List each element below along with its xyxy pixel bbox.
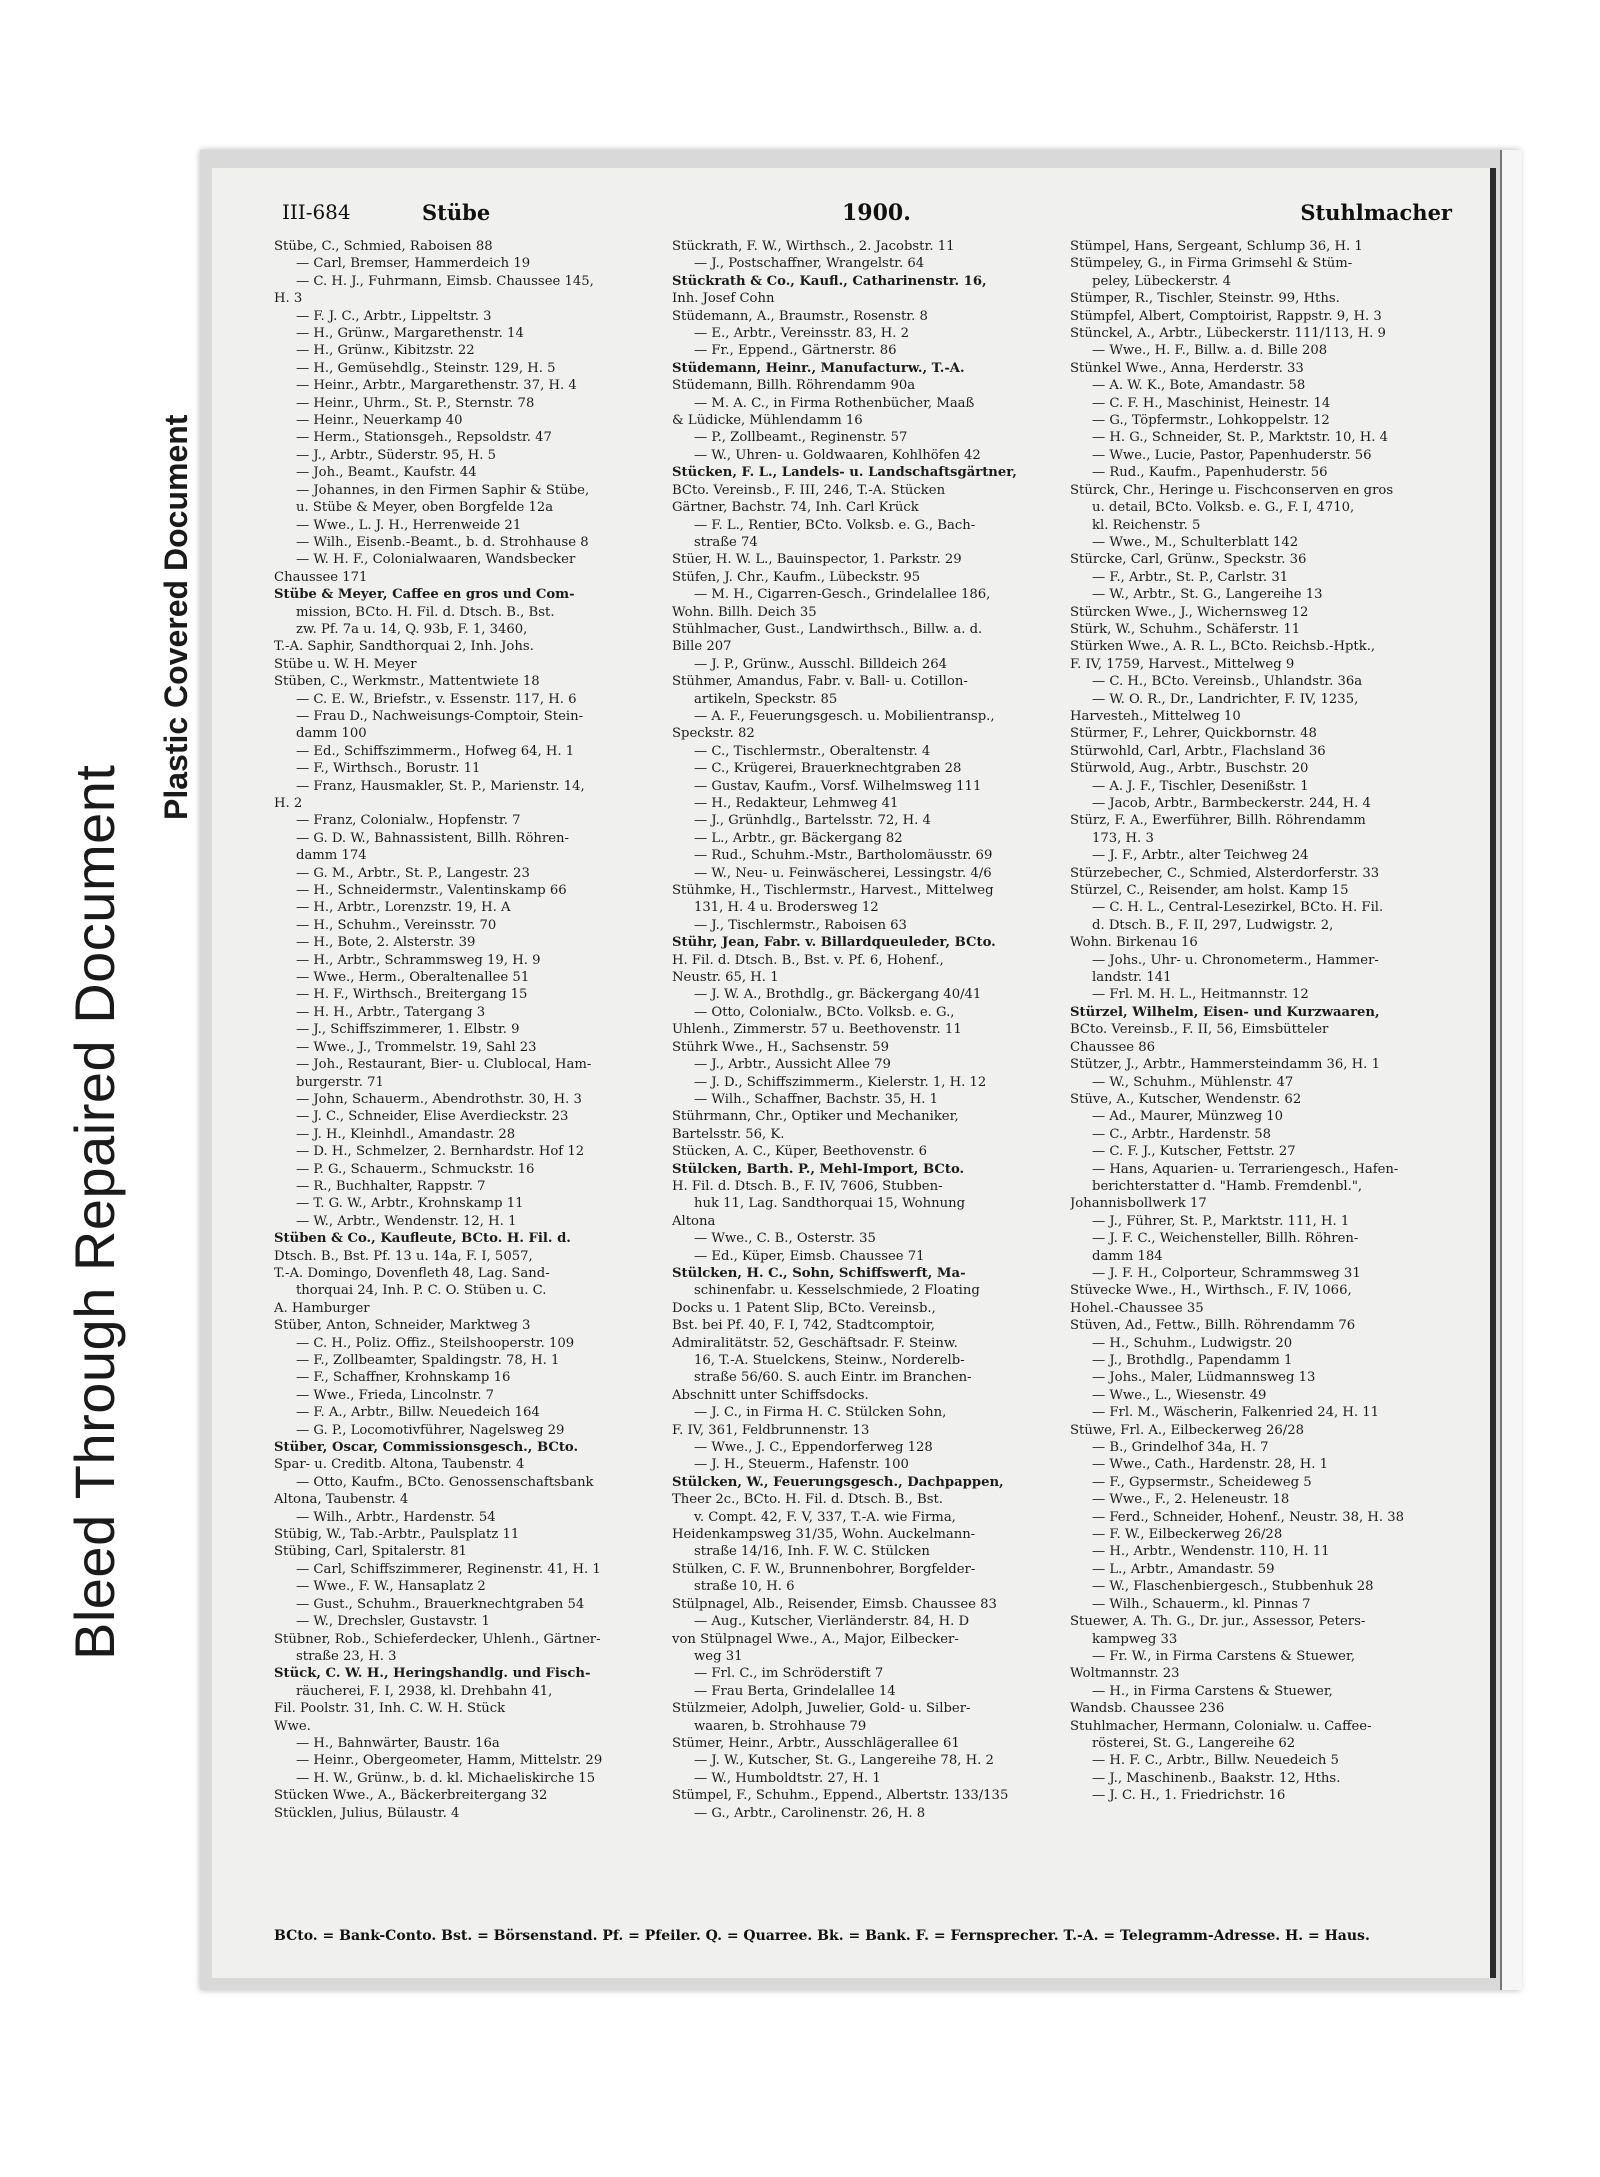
directory-entry-line: — A. W. K., Bote, Amandastr. 58 bbox=[1092, 378, 1306, 394]
directory-entry-line: Wohn. Birkenau 16 bbox=[1070, 935, 1198, 951]
directory-entry-line: Stümpeley, G., in Firma Grimsehl & Stüm- bbox=[1070, 256, 1353, 272]
directory-entry-line: — Heinr., Uhrm., St. P., Sternstr. 78 bbox=[296, 395, 535, 411]
directory-entry-line: Stürck, Chr., Heringe u. Fischconserven en gros bbox=[1070, 482, 1394, 498]
directory-entry-line: — Franz, Colonialw., Hopfenstr. 7 bbox=[296, 813, 521, 829]
directory-entry-line: — Wwe., L., Wiesenstr. 49 bbox=[1092, 1387, 1267, 1403]
directory-entry-line: — H., Schneidermstr., Valentinskamp 66 bbox=[296, 883, 567, 899]
directory-entry-line: — W. H. F., Colonialwaaren, Wandsbecker bbox=[296, 552, 576, 568]
directory-entry-line: Stülcken, Barth. P., Mehl-Import, BCto. bbox=[672, 1161, 965, 1177]
directory-entry-line: — F. A., Arbtr., Billw. Neuedeich 164 bbox=[296, 1405, 540, 1421]
directory-entry-line: — W., Arbtr., St. G., Langereihe 13 bbox=[1092, 587, 1323, 603]
directory-entry-line: Stülcken, H. C., Sohn, Schiffswerft, Ma- bbox=[672, 1265, 966, 1281]
directory-entry-line: Stüvecke Wwe., H., Wirthsch., F. IV, 1066, bbox=[1070, 1283, 1352, 1299]
directory-entry-line: — Wwe., J., Trommelstr. 19, Sahl 23 bbox=[296, 1039, 537, 1055]
directory-entry-line: — H., Grünw., Kibitzstr. 22 bbox=[296, 343, 475, 359]
directory-entry-line: Stübe, C., Schmied, Raboisen 88 bbox=[274, 239, 493, 254]
directory-entry-line: — Franz, Hausmakler, St. P., Marienstr. 14, bbox=[296, 778, 585, 794]
directory-entry-line: — H., Arbtr., Lorenzstr. 19, H. A bbox=[296, 900, 511, 916]
directory-entry-line: — Aug., Kutscher, Vierländerstr. 84, H. D bbox=[694, 1614, 970, 1630]
directory-entry-line: — Wwe., C. B., Osterstr. 35 bbox=[694, 1231, 876, 1247]
directory-entry-line: Stühmke, H., Tischlermstr., Harvest., Mittelweg bbox=[672, 883, 994, 899]
directory-entry-line: — H., Schuhm., Ludwigstr. 20 bbox=[1092, 1335, 1293, 1351]
directory-entry-line: thorquai 24, Inh. P. C. O. Stüben u. C. bbox=[296, 1283, 547, 1299]
directory-entry-line: Stührmann, Chr., Optiker und Mechaniker, bbox=[672, 1109, 959, 1125]
directory-entry-line: — Wwe., M., Schulterblatt 142 bbox=[1092, 534, 1299, 550]
directory-entry-line: — C., Krügerei, Brauerknechtgraben 28 bbox=[694, 761, 962, 777]
directory-entry-line: BCto. Vereinsb., F. III, 246, T.-A. Stücken bbox=[672, 482, 946, 498]
directory-entry-line: — Wilh., Arbtr., Hardenstr. 54 bbox=[296, 1509, 496, 1525]
directory-entry-line: Stülken, C. F. W., Brunnenbohrer, Borgfelder- bbox=[672, 1561, 976, 1577]
directory-entry-line: Stüdemann, Heinr., Manufacturw., T.-A. bbox=[672, 360, 965, 376]
directory-entry-line: kl. Reichenstr. 5 bbox=[1092, 517, 1201, 533]
header-last-entry: Stuhlmacher bbox=[1300, 200, 1452, 225]
directory-entry-line: — Ferd., Schneider, Hohenf., Neustr. 38, H. 38 bbox=[1092, 1509, 1405, 1525]
directory-entry-line: — Frl. C., im Schröderstift 7 bbox=[694, 1666, 884, 1682]
directory-entry-line: Stützer, J., Arbtr., Hammersteindamm 36, H. 1 bbox=[1070, 1057, 1380, 1073]
directory-entry-line: F. IV, 1759, Harvest., Mittelweg 9 bbox=[1070, 656, 1295, 672]
directory-entry-line: Stücken, A. C., Küper, Beethovenstr. 6 bbox=[672, 1144, 928, 1160]
directory-entry-line: von Stülpnagel Wwe., A., Major, Eilbecker- bbox=[672, 1631, 959, 1647]
directory-entry-line: — F., Wirthsch., Borustr. 11 bbox=[296, 761, 481, 777]
column-3 bbox=[1070, 238, 1455, 1805]
directory-entry-line: — W., Flaschenbiergesch., Stubbenhuk 28 bbox=[1092, 1579, 1374, 1595]
directory-entry-line: Neustr. 65, H. 1 bbox=[672, 970, 779, 986]
directory-entry-line: rösterei, St. G., Langereihe 62 bbox=[1092, 1735, 1296, 1751]
directory-entry-line: — Frau Berta, Grindelallee 14 bbox=[694, 1683, 896, 1699]
directory-entry-line: Uhlenh., Zimmerstr. 57 u. Beethovenstr. 11 bbox=[672, 1022, 962, 1038]
directory-entry-line: — C. F. J., Kutscher, Fettstr. 27 bbox=[1092, 1144, 1296, 1160]
scanned-sheet bbox=[200, 150, 1520, 1990]
directory-entry-line: BCto. Vereinsb., F. II, 56, Eimsbütteler bbox=[1070, 1022, 1329, 1038]
directory-entry-line: H. Fil. d. Dtsch. B., Bst. v. Pf. 6, Hohenf., bbox=[672, 952, 944, 968]
directory-entry-line: Johannisbollwerk 17 bbox=[1070, 1196, 1207, 1212]
directory-entry-line: Stüer, H. W. L., Bauinspector, 1. Parkstr. 29 bbox=[672, 552, 962, 568]
directory-entry-line: — Johs., Uhr- u. Chronometerm., Hammer- bbox=[1092, 952, 1379, 968]
directory-entry-line: — Herm., Stationsgeh., Repsoldstr. 47 bbox=[296, 430, 552, 446]
directory-entry-line: — Gustav, Kaufm., Vorsf. Wilhelmsweg 111 bbox=[694, 778, 982, 794]
directory-entry-line: — Wwe., H. F., Billw. a. d. Bille 208 bbox=[1092, 343, 1328, 359]
directory-entry-line: — C., Tischlermstr., Oberaltenstr. 4 bbox=[694, 743, 931, 759]
directory-entry-line: Hohel.-Chaussee 35 bbox=[1070, 1300, 1204, 1316]
directory-entry-line: weg 31 bbox=[694, 1648, 743, 1664]
directory-entry-line: straße 23, H. 3 bbox=[296, 1648, 397, 1664]
directory-entry-line: — J., Postschaffner, Wrangelstr. 64 bbox=[694, 256, 925, 272]
directory-entry-line: Stüwe, Frl. A., Eilbeckerweg 26/28 bbox=[1070, 1422, 1304, 1438]
directory-entry-line: Stürwold, Aug., Arbtr., Buschstr. 20 bbox=[1070, 761, 1309, 777]
directory-entry-line: damm 184 bbox=[1092, 1248, 1163, 1264]
directory-entry-line: — J. F. H., Colporteur, Schrammsweg 31 bbox=[1092, 1265, 1361, 1281]
directory-entry-line: — Ed., Küper, Eimsb. Chaussee 71 bbox=[694, 1248, 925, 1264]
directory-entry-line: Dtsch. B., Bst. Pf. 13 u. 14a, F. I, 5057, bbox=[274, 1248, 533, 1264]
directory-entry-line: — Frau D., Nachweisungs-Comptoir, Stein- bbox=[296, 708, 584, 724]
directory-entry-line: — J. H., Steuerm., Hafenstr. 100 bbox=[694, 1457, 909, 1473]
directory-entry-line: H. Fil. d. Dtsch. B., F. IV, 7606, Stubben- bbox=[672, 1178, 943, 1194]
directory-entry-line: artikeln, Speckstr. 85 bbox=[694, 691, 838, 707]
directory-entry-line: & Lüdicke, Mühlendamm 16 bbox=[672, 413, 863, 429]
directory-entry-line: — Jacob, Arbtr., Barmbeckerstr. 244, H. 4 bbox=[1092, 796, 1371, 811]
directory-entry-line: — Gust., Schuhm., Brauerknechtgraben 54 bbox=[296, 1596, 585, 1612]
directory-entry-line: — Joh., Beamt., Kaufstr. 44 bbox=[296, 465, 477, 481]
directory-entry-line: — G., Arbtr., Carolinenstr. 26, H. 8 bbox=[694, 1805, 926, 1821]
directory-entry-line: — G., Töpfermstr., Lohkoppelstr. 12 bbox=[1092, 413, 1330, 429]
directory-entry-line: — J. C., Schneider, Elise Averdieckstr. 23 bbox=[296, 1109, 569, 1125]
directory-entry-line: Bille 207 bbox=[672, 639, 732, 655]
directory-entry-line: — Otto, Colonialw., BCto. Volksb. e. G., bbox=[694, 1004, 955, 1020]
directory-entry-line: Stücken, F. L., Landels- u. Landschaftsgärtner, bbox=[672, 465, 1017, 481]
directory-entry-line: — J. P., Grünw., Ausschl. Billdeich 264 bbox=[694, 656, 948, 672]
directory-entry-line: Stühlmacher, Gust., Landwirthsch., Billw. a. d. bbox=[672, 621, 983, 637]
directory-entry-line: T.-A. Saphir, Sandthorquai 2, Inh. Johs. bbox=[274, 639, 534, 655]
directory-entry-line: — Fr. W., in Firma Carstens & Stuewer, bbox=[1092, 1648, 1356, 1664]
directory-entry-line: v. Compt. 42, F. V, 337, T.-A. wie Firma, bbox=[694, 1509, 956, 1525]
directory-entry-line: — B., Grindelhof 34a, H. 7 bbox=[1092, 1440, 1269, 1456]
directory-entry-line: landstr. 141 bbox=[1092, 970, 1172, 986]
directory-entry-line: — Wwe., Lucie, Pastor, Papenhuderstr. 56 bbox=[1092, 447, 1372, 463]
directory-entry-line: H. 3 bbox=[274, 291, 303, 307]
directory-entry-line: — Joh., Restaurant, Bier- u. Clublocal, Ham- bbox=[296, 1057, 592, 1073]
directory-entry-line: Stünkel Wwe., Anna, Herderstr. 33 bbox=[1070, 360, 1304, 376]
directory-entry-line: Abschnitt unter Schiffsdocks. bbox=[672, 1387, 869, 1403]
directory-entry-line: — L., Arbtr., gr. Bäckergang 82 bbox=[694, 830, 903, 846]
directory-entry-line: Stürwohld, Carl, Arbtr., Flachsland 36 bbox=[1070, 743, 1326, 759]
directory-entry-line: Stürken Wwe., A. R. L., BCto. Reichsb.-Hptk., bbox=[1070, 639, 1376, 655]
directory-entry-line: Stück, C. W. H., Heringshandlg. und Fisch- bbox=[274, 1666, 591, 1682]
directory-entry-line: Stühr, Jean, Fabr. v. Billardqueuleder, BCto. bbox=[672, 935, 996, 951]
directory-entry-line: berichterstatter d. "Hamb. Fremdenbl.", bbox=[1092, 1178, 1363, 1194]
column-1 bbox=[274, 238, 659, 1822]
directory-entry-line: — Heinr., Obergeometer, Hamm, Mittelstr. 29 bbox=[296, 1753, 603, 1769]
directory-entry-line: — Wwe., Frieda, Lincolnstr. 7 bbox=[296, 1387, 494, 1403]
directory-entry-line: T.-A. Domingo, Dovenfleth 48, Lag. Sand- bbox=[274, 1265, 550, 1281]
directory-entry-line: Bst. bei Pf. 40, F. I, 742, Stadtcomptoir, bbox=[672, 1318, 935, 1334]
directory-entry-line: d. Dtsch. B., F. II, 297, Ludwigstr. 2, bbox=[1092, 917, 1334, 933]
abbreviation-footer: BCto. = Bank-Conto. Bst. = Börsenstand. Pf. = Pfeiler. Q. = Quarree. Bk. = Bank. F. = Fernsprecher. T.-A. = Telegramm-Adresse. H. = Haus. bbox=[274, 1928, 1370, 1944]
directory-entry-line: Bartelsstr. 56, K. bbox=[672, 1126, 785, 1142]
directory-entry-line: — J., Grünhdlg., Bartelsstr. 72, H. 4 bbox=[694, 813, 931, 829]
directory-entry-line: Stülzmeier, Adolph, Juwelier, Gold- u. Silber- bbox=[672, 1701, 971, 1717]
directory-entry-line: — W., Uhren- u. Goldwaaren, Kohlhöfen 42 bbox=[694, 447, 981, 463]
directory-entry-line: — W. O. R., Dr., Landrichter, F. IV, 1235, bbox=[1092, 691, 1359, 707]
directory-entry-line: u. detail, BCto. Volksb. e. G., F. I, 4710, bbox=[1092, 500, 1355, 516]
directory-entry-line: Stübe u. W. H. Meyer bbox=[274, 656, 417, 672]
directory-entry-line: — T. G. W., Arbtr., Krohnskamp 11 bbox=[296, 1196, 524, 1212]
directory-entry-line: straße 10, H. 6 bbox=[694, 1579, 795, 1595]
directory-entry-line: — Wwe., F. W., Hansaplatz 2 bbox=[296, 1579, 486, 1595]
directory-entry-line: Wohn. Billh. Deich 35 bbox=[672, 604, 817, 620]
directory-entry-line: — W., Humboldtstr. 27, H. 1 bbox=[694, 1770, 881, 1786]
directory-entry-line: — J., Führer, St. P., Marktstr. 111, H. 1 bbox=[1092, 1213, 1350, 1229]
directory-entry-line: — Heinr., Neuerkamp 40 bbox=[296, 413, 463, 429]
directory-entry-line: — Rud., Schuhm.-Mstr., Bartholomäusstr. 69 bbox=[694, 848, 993, 864]
directory-entry-line: Stüfen, J. Chr., Kaufm., Lübeckstr. 95 bbox=[672, 569, 921, 585]
directory-entry-line: schinenfabr. u. Kesselschmiede, 2 Floating bbox=[694, 1283, 980, 1299]
directory-entry-line: Heidenkampsweg 31/35, Wohn. Auckelmann- bbox=[672, 1527, 976, 1543]
directory-entry-line: Stümpel, F., Schuhm., Eppend., Albertstr. 133/135 bbox=[672, 1788, 1009, 1804]
directory-entry-line: — Carl, Bremser, Hammerdeich 19 bbox=[296, 256, 531, 272]
directory-entry-line: — W., Arbtr., Wendenstr. 12, H. 1 bbox=[296, 1213, 517, 1229]
directory-entry-line: — H., Redakteur, Lehmweg 41 bbox=[694, 796, 899, 811]
directory-entry-line: — H. F., Wirthsch., Breitergang 15 bbox=[296, 987, 528, 1003]
directory-entry-line: — H., Gemüsehdlg., Steinstr. 129, H. 5 bbox=[296, 360, 556, 376]
directory-entry-line: — Frl. M. H. L., Heitmannstr. 12 bbox=[1092, 987, 1309, 1003]
plastic-covered-label: Plastic Covered Document bbox=[158, 414, 194, 820]
directory-entry-line: Stülcken, W., Feuerungsgesch., Dachpappen, bbox=[672, 1474, 1004, 1490]
directory-entry-line: — J. W. A., Brothdlg., gr. Bäckergang 40/41 bbox=[694, 987, 982, 1003]
directory-entry-line: — Wwe., J. C., Eppendorferweg 128 bbox=[694, 1440, 933, 1456]
directory-entry-line: — J. W., Kutscher, St. G., Langereihe 78, H. 2 bbox=[694, 1753, 994, 1769]
directory-entry-line: — H., Schuhm., Vereinsstr. 70 bbox=[296, 917, 497, 933]
directory-entry-line: Altona bbox=[672, 1213, 716, 1229]
directory-entry-line: Stücken Wwe., A., Bäckerbreitergang 32 bbox=[274, 1788, 548, 1804]
directory-entry-line: Stürmer, F., Lehrer, Quickbornstr. 48 bbox=[1070, 726, 1317, 742]
header-year: 1900. bbox=[842, 200, 911, 226]
directory-entry-line: — H. H., Arbtr., Tatergang 3 bbox=[296, 1004, 486, 1020]
directory-entry-line: — Wwe., L. J. H., Herrenweide 21 bbox=[296, 517, 522, 533]
directory-entry-line: — Johs., Maler, Lüdmannsweg 13 bbox=[1092, 1370, 1316, 1386]
directory-entry-line: — Ad., Maurer, Münzweg 10 bbox=[1092, 1109, 1284, 1125]
directory-entry-line: Stürzel, Wilhelm, Eisen- und Kurzwaaren, bbox=[1070, 1004, 1380, 1020]
directory-entry-line: — W., Schuhm., Mühlenstr. 47 bbox=[1092, 1074, 1294, 1090]
directory-entry-line: — C. F. H., Maschinist, Heinestr. 14 bbox=[1092, 395, 1331, 411]
directory-entry-line: Stüdemann, Billh. Röhrendamm 90a bbox=[672, 378, 916, 394]
directory-entry-line: — J., Arbtr., Süderstr. 95, H. 5 bbox=[296, 447, 497, 463]
directory-entry-line: — J. D., Schiffszimmerm., Kielerstr. 1, H. 12 bbox=[694, 1074, 987, 1090]
directory-entry-line: — G. M., Arbtr., St. P., Langestr. 23 bbox=[296, 865, 530, 881]
directory-entry-line: Stückrath, F. W., Wirthsch., 2. Jacobstr. 11 bbox=[672, 239, 955, 254]
directory-entry-line: Stücklen, Julius, Bülaustr. 4 bbox=[274, 1805, 460, 1821]
directory-entry-line: Woltmannstr. 23 bbox=[1070, 1666, 1180, 1682]
directory-entry-line: Stülpnagel, Alb., Reisender, Eimsb. Chaussee 83 bbox=[672, 1596, 997, 1612]
directory-entry-line: — Otto, Kaufm., BCto. Genossenschaftsbank bbox=[296, 1474, 594, 1490]
directory-entry-line: — G. P., Locomotivführer, Nagelsweg 29 bbox=[296, 1422, 565, 1438]
directory-entry-line: Wandsb. Chaussee 236 bbox=[1070, 1701, 1225, 1717]
column-2 bbox=[672, 238, 1057, 1822]
directory-entry-line: — Carl, Schiffszimmerer, Reginenstr. 41, H. 1 bbox=[296, 1561, 601, 1577]
directory-entry-line: Stübe & Meyer, Caffee en gros und Com- bbox=[274, 587, 575, 603]
directory-entry-line: Stümer, Heinr., Arbtr., Ausschlägerallee 61 bbox=[672, 1735, 960, 1751]
directory-entry-line: — Ed., Schiffszimmerm., Hofweg 64, H. 1 bbox=[296, 743, 575, 759]
directory-entry-line: — R., Buchhalter, Rappstr. 7 bbox=[296, 1178, 486, 1194]
directory-entry-line: — P., Zollbeamt., Reginenstr. 57 bbox=[694, 430, 908, 446]
directory-entry-line: 131, H. 4 u. Brodersweg 12 bbox=[694, 900, 879, 916]
directory-entry-line: Stübner, Rob., Schieferdecker, Uhlenh., Gärtner- bbox=[274, 1631, 601, 1647]
directory-entry-line: — J., Schiffszimmerer, 1. Elbstr. 9 bbox=[296, 1022, 520, 1038]
directory-entry-line: — J., Tischlermstr., Raboisen 63 bbox=[694, 917, 907, 933]
directory-entry-line: — M. A. C., in Firma Rothenbücher, Maaß bbox=[694, 395, 975, 411]
directory-entry-line: — Wilh., Eisenb.-Beamt., b. d. Strohhause 8 bbox=[296, 534, 589, 550]
directory-entry-line: — A. F., Feuerungsgesch. u. Mobilientransp., bbox=[694, 708, 995, 724]
directory-entry-line: Inh. Josef Cohn bbox=[672, 291, 775, 307]
page-number: III-684 bbox=[282, 200, 351, 224]
directory-entry-line: — F., Gypsermstr., Scheideweg 5 bbox=[1092, 1474, 1312, 1490]
directory-entry-line: Stührk Wwe., H., Sachsenstr. 59 bbox=[672, 1039, 890, 1055]
directory-entry-line: Theer 2c., BCto. H. Fil. d. Dtsch. B., Bst. bbox=[672, 1492, 943, 1508]
directory-entry-line: — F., Zollbeamter, Spaldingstr. 78, H. 1 bbox=[296, 1353, 560, 1368]
header-first-entry: Stübe bbox=[422, 200, 491, 225]
directory-entry-line: Stürz, F. A., Ewerführer, Billh. Röhrendamm bbox=[1070, 813, 1366, 829]
directory-entry-line: straße 56/60. S. auch Eintr. im Branchen- bbox=[694, 1370, 972, 1386]
directory-entry-line: zw. Pf. 7a u. 14, Q. 93b, F. 1, 3460, bbox=[296, 621, 528, 637]
directory-entry-line: räucherei, F. I, 2938, kl. Drehbahn 41, bbox=[296, 1683, 553, 1699]
directory-entry-line: Speckstr. 82 bbox=[672, 726, 755, 742]
directory-entry-line: — C., Arbtr., Hardenstr. 58 bbox=[1092, 1126, 1272, 1142]
directory-entry-line: Gärtner, Bachstr. 74, Inh. Carl Krück bbox=[672, 500, 919, 516]
directory-entry-line: — F. L., Rentier, BCto. Volksb. e. G., Bach- bbox=[694, 517, 976, 533]
directory-entry-line: — Johannes, in den Firmen Saphir & Stübe, bbox=[296, 482, 590, 498]
directory-entry-line: — G. D. W., Bahnassistent, Billh. Röhren- bbox=[296, 830, 569, 846]
directory-entry-line: — H., Bote, 2. Alsterstr. 39 bbox=[296, 935, 476, 951]
directory-entry-line: — W., Neu- u. Feinwäscherei, Lessingstr. 4/6 bbox=[694, 865, 992, 881]
directory-entry-line: Stuewer, A. Th. G., Dr. jur., Assessor, Peters- bbox=[1070, 1614, 1366, 1630]
directory-entry-line: — Rud., Kaufm., Papenhuderstr. 56 bbox=[1092, 465, 1328, 481]
directory-entry-line: — John, Schauerm., Abendrothstr. 30, H. 3 bbox=[296, 1091, 582, 1107]
directory-entry-line: Fil. Poolstr. 31, Inh. C. W. H. Stück bbox=[274, 1701, 506, 1717]
directory-entry-line: damm 100 bbox=[296, 726, 367, 742]
directory-entry-line: — M. H., Cigarren-Gesch., Grindelallee 186, bbox=[694, 587, 991, 603]
directory-entry-line: Stühmer, Amandus, Fabr. v. Ball- u. Cotillon- bbox=[672, 674, 968, 690]
directory-entry-line: Stübig, W., Tab.-Arbtr., Paulsplatz 11 bbox=[274, 1527, 520, 1543]
directory-entry-line: — J. C. H., 1. Friedrichstr. 16 bbox=[1092, 1788, 1286, 1804]
directory-entry-line: — H., in Firma Carstens & Stuewer, bbox=[1092, 1683, 1333, 1699]
directory-entry-line: u. Stübe & Meyer, oben Borgfelde 12a bbox=[296, 500, 554, 516]
directory-entry-line: — J. F., Arbtr., alter Teichweg 24 bbox=[1092, 848, 1309, 864]
directory-entry-line: — Wilh., Schauerm., kl. Pinnas 7 bbox=[1092, 1596, 1311, 1612]
directory-entry-line: Admiralitätstr. 52, Geschäftsadr. F. Steinw. bbox=[672, 1335, 958, 1351]
directory-entry-line: — E., Arbtr., Vereinsstr. 83, H. 2 bbox=[694, 326, 910, 342]
directory-entry-line: Stübing, Carl, Spitalerstr. 81 bbox=[274, 1544, 467, 1560]
directory-entry-line: — Heinr., Arbtr., Margarethenstr. 37, H. 4 bbox=[296, 378, 577, 394]
directory-entry-line: Stümper, R., Tischler, Steinstr. 99, Hths. bbox=[1070, 291, 1340, 307]
adjacent-page-edge bbox=[1500, 150, 1522, 1990]
directory-entry-line: burgerstr. 71 bbox=[296, 1074, 384, 1090]
directory-entry-line: A. Hamburger bbox=[274, 1300, 370, 1316]
directory-entry-line: — H. W., Grünw., b. d. kl. Michaeliskirche 15 bbox=[296, 1770, 596, 1786]
directory-entry-line: Stüber, Oscar, Commissionsgesch., BCto. bbox=[274, 1440, 579, 1456]
directory-entry-line: — F., Arbtr., St. P., Carlstr. 31 bbox=[1092, 569, 1289, 585]
directory-entry-line: Spar- u. Creditb. Altona, Taubenstr. 4 bbox=[274, 1457, 525, 1473]
directory-entry-line: — J. F. C., Weichensteller, Billh. Röhren- bbox=[1092, 1231, 1359, 1247]
directory-entry-line: straße 74 bbox=[694, 534, 758, 550]
directory-entry-line: Stürzel, C., Reisender, am holst. Kamp 15 bbox=[1070, 883, 1349, 899]
directory-entry-line: Stüben, C., Werkmstr., Mattentwiete 18 bbox=[274, 674, 540, 690]
directory-entry-line: — A. J. F., Tischler, Desenißstr. 1 bbox=[1092, 778, 1309, 794]
directory-entry-line: kampweg 33 bbox=[1092, 1631, 1178, 1647]
directory-entry-line: — J., Arbtr., Aussicht Allee 79 bbox=[694, 1057, 891, 1073]
directory-entry-line: Chaussee 171 bbox=[274, 569, 368, 585]
directory-entry-line: Stüven, Ad., Fettw., Billh. Röhrendamm 76 bbox=[1070, 1318, 1356, 1334]
directory-entry-line: — L., Arbtr., Amandastr. 59 bbox=[1092, 1561, 1275, 1577]
directory-entry-line: — J. C., in Firma H. C. Stülcken Sohn, bbox=[694, 1405, 947, 1421]
directory-entry-line: straße 14/16, Inh. F. W. C. Stülcken bbox=[694, 1544, 930, 1560]
directory-entry-line: — C. H. L., Central-Lesezirkel, BCto. H. Fil. bbox=[1092, 900, 1384, 916]
directory-entry-line: Stünckel, A., Arbtr., Lübeckerstr. 111/113, H. 9 bbox=[1070, 326, 1386, 342]
directory-entry-line: Chaussee 86 bbox=[1070, 1039, 1156, 1055]
directory-entry-line: Stürcken Wwe., J., Wichernsweg 12 bbox=[1070, 604, 1309, 620]
directory-entry-line: — F., Schaffner, Krohnskamp 16 bbox=[296, 1370, 511, 1386]
directory-entry-line: 16, T.-A. Stuelckens, Steinw., Norderelb- bbox=[694, 1353, 965, 1368]
directory-entry-line: Stuhlmacher, Hermann, Colonialw. u. Caffee- bbox=[1070, 1718, 1372, 1734]
directory-entry-line: — Wwe., Cath., Hardenstr. 28, H. 1 bbox=[1092, 1457, 1329, 1473]
directory-entry-line: — Fr., Eppend., Gärtnerstr. 86 bbox=[694, 343, 897, 359]
directory-entry-line: damm 174 bbox=[296, 848, 367, 864]
directory-entry-line: Altona, Taubenstr. 4 bbox=[274, 1492, 409, 1508]
directory-entry-line: — H. F. C., Arbtr., Billw. Neuedeich 5 bbox=[1092, 1753, 1339, 1769]
directory-entry-line: Stüve, A., Kutscher, Wendenstr. 62 bbox=[1070, 1091, 1302, 1107]
directory-entry-line: huk 11, Lag. Sandthorquai 15, Wohnung bbox=[694, 1196, 966, 1212]
directory-entry-line: — Frl. M., Wäscherin, Falkenried 24, H. 11 bbox=[1092, 1405, 1380, 1421]
directory-entry-line: mission, BCto. H. Fil. d. Dtsch. B., Bst. bbox=[296, 604, 555, 620]
directory-entry-line: — H., Bahnwärter, Baustr. 16a bbox=[296, 1735, 500, 1751]
directory-entry-line: — F. W., Eilbeckerweg 26/28 bbox=[1092, 1527, 1283, 1543]
directory-entry-line: H. 2 bbox=[274, 796, 303, 811]
directory-entry-line: — C. E. W., Briefstr., v. Essenstr. 117, H. 6 bbox=[296, 691, 577, 707]
directory-entry-line: — H. G., Schneider, St. P., Marktstr. 10, H. 4 bbox=[1092, 430, 1389, 446]
directory-entry-line: — Wwe., F., 2. Heleneustr. 18 bbox=[1092, 1492, 1290, 1508]
bleed-through-label: Bleed Through Repaired Document bbox=[63, 764, 126, 1660]
page-header bbox=[282, 200, 1452, 230]
directory-entry-line: Stüben & Co., Kaufleute, BCto. H. Fil. d. bbox=[274, 1231, 571, 1247]
directory-entry-line: Stürzebecher, C., Schmied, Alsterdorferstr. 33 bbox=[1070, 865, 1380, 881]
directory-entry-line: waaren, b. Strohhause 79 bbox=[694, 1718, 867, 1734]
directory-entry-line: Stümpel, Hans, Sergeant, Schlump 36, H. 1 bbox=[1070, 239, 1363, 254]
directory-entry-line: — Wilh., Schaffner, Bachstr. 35, H. 1 bbox=[694, 1091, 939, 1107]
directory-entry-line: — Hans, Aquarien- u. Terrariengesch., Hafen- bbox=[1092, 1161, 1399, 1177]
directory-page bbox=[212, 168, 1496, 1978]
directory-entry-line: — P. G., Schauerm., Schmuckstr. 16 bbox=[296, 1161, 535, 1177]
directory-entry-line: — C. H. J., Fuhrmann, Eimsb. Chaussee 145, bbox=[296, 273, 594, 289]
directory-entry-line: Wwe. bbox=[274, 1718, 311, 1734]
directory-entry-line: — C. H., Poliz. Offiz., Steilshooperstr. 109 bbox=[296, 1335, 575, 1351]
directory-entry-line: Stümpfel, Albert, Comptoirist, Rappstr. 9, H. 3 bbox=[1070, 308, 1382, 324]
directory-entry-line: — H., Grünw., Margarethenstr. 14 bbox=[296, 326, 524, 342]
directory-entry-line: — W., Drechsler, Gustavstr. 1 bbox=[296, 1614, 490, 1630]
directory-entry-line: — J., Brothdlg., Papendamm 1 bbox=[1092, 1353, 1293, 1368]
directory-entry-line: — D. H., Schmelzer, 2. Bernhardstr. Hof 12 bbox=[296, 1144, 585, 1160]
directory-entry-line: — J. H., Kleinhdl., Amandastr. 28 bbox=[296, 1126, 516, 1142]
directory-entry-line: 173, H. 3 bbox=[1092, 830, 1154, 846]
directory-entry-line: — C. H., BCto. Vereinsb., Uhlandstr. 36a bbox=[1092, 674, 1363, 690]
directory-entry-line: Docks u. 1 Patent Slip, BCto. Vereinsb., bbox=[672, 1300, 936, 1316]
directory-entry-line: Stürcke, Carl, Grünw., Speckstr. 36 bbox=[1070, 552, 1307, 568]
directory-entry-line: Stürk, W., Schuhm., Schäferstr. 11 bbox=[1070, 621, 1301, 637]
directory-entry-line: — Wwe., Herm., Oberaltenallee 51 bbox=[296, 970, 530, 986]
directory-entry-line: Stückrath & Co., Kaufl., Catharinenstr. 16, bbox=[672, 273, 987, 289]
directory-entry-line: Harvesteh., Mittelweg 10 bbox=[1070, 708, 1241, 724]
directory-entry-line: — H., Arbtr., Schrammsweg 19, H. 9 bbox=[296, 952, 541, 968]
directory-entry-line: — J., Maschinenb., Baakstr. 12, Hths. bbox=[1092, 1770, 1341, 1786]
directory-entry-line: F. IV, 361, Feldbrunnenstr. 13 bbox=[672, 1422, 870, 1438]
directory-entry-line: — F. J. C., Arbtr., Lippeltstr. 3 bbox=[296, 308, 492, 324]
directory-entry-line: — H., Arbtr., Wendenstr. 110, H. 11 bbox=[1092, 1544, 1330, 1560]
directory-entry-line: Stüdemann, A., Braumstr., Rosenstr. 8 bbox=[672, 308, 928, 324]
directory-entry-line: Stüber, Anton, Schneider, Marktweg 3 bbox=[274, 1318, 531, 1334]
directory-entry-line: peley, Lübeckerstr. 4 bbox=[1092, 273, 1232, 289]
